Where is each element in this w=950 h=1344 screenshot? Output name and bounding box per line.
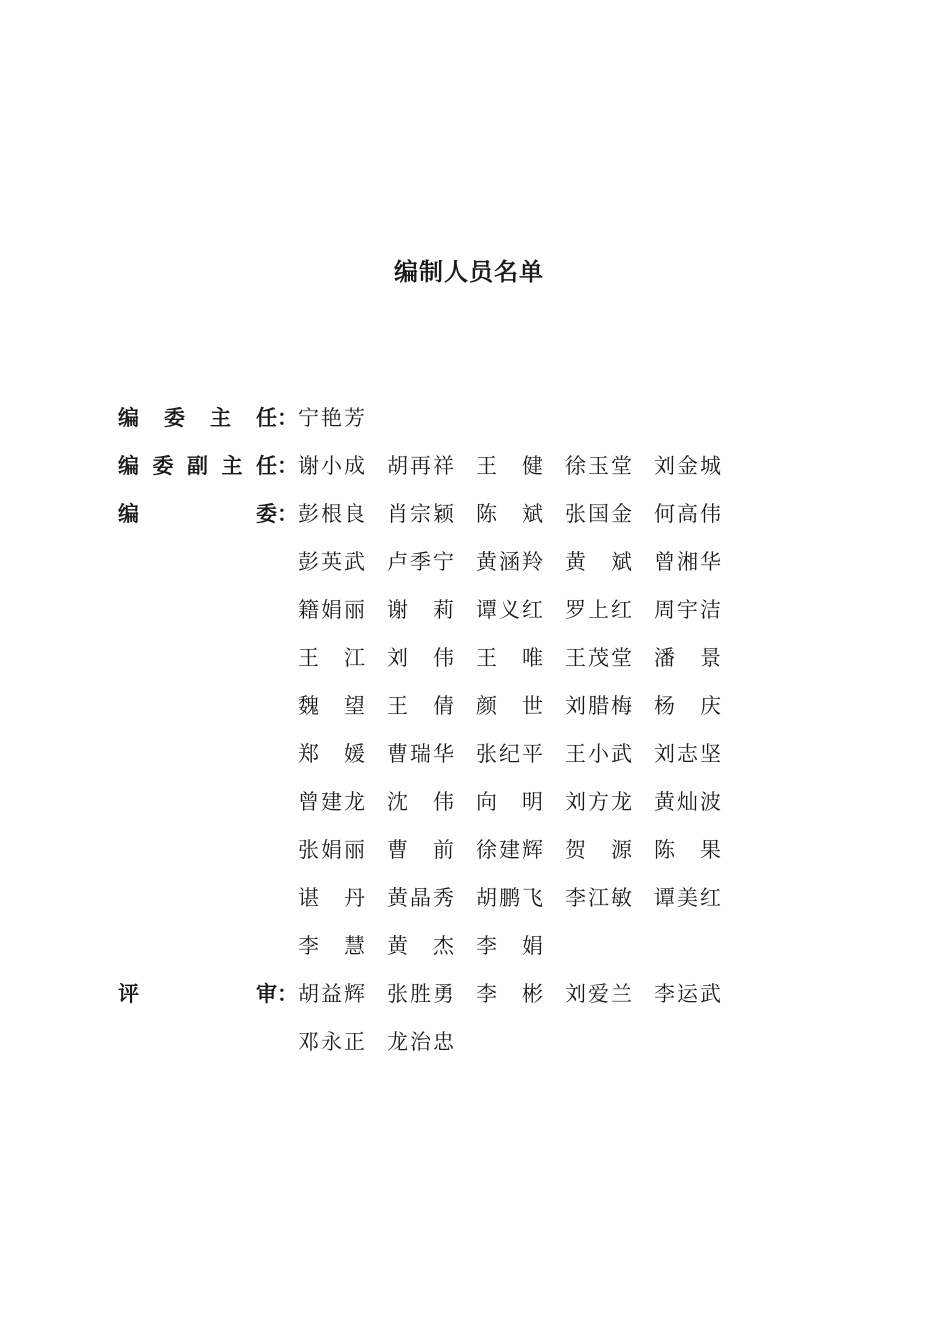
person-name: 胡再祥 bbox=[387, 454, 454, 478]
person-name: 魏 望 bbox=[298, 694, 365, 718]
person-name: 张娟丽 bbox=[298, 838, 365, 862]
person-name: 王 唯 bbox=[476, 646, 543, 670]
person-name: 谢小成 bbox=[298, 454, 365, 478]
person-name: 郑 媛 bbox=[298, 742, 365, 766]
person-name: 周宇洁 bbox=[654, 598, 721, 622]
role-label: 编 委： bbox=[118, 502, 298, 526]
person-name: 李运武 bbox=[654, 982, 721, 1006]
person-name: 向 明 bbox=[476, 790, 543, 814]
person-name: 邓永正 bbox=[298, 1030, 365, 1054]
person-name: 刘爱兰 bbox=[565, 982, 632, 1006]
person-name: 何高伟 bbox=[654, 502, 721, 526]
person-name: 陈 斌 bbox=[476, 502, 543, 526]
person-name: 彭根良 bbox=[298, 502, 365, 526]
person-name: 黄灿波 bbox=[654, 790, 721, 814]
person-name: 刘 伟 bbox=[387, 646, 454, 670]
person-name: 陈 果 bbox=[654, 838, 721, 862]
person-name: 彭英武 bbox=[298, 550, 365, 574]
person-name: 王小武 bbox=[565, 742, 632, 766]
person-name: 潘 景 bbox=[654, 646, 721, 670]
role-row-deputy-editor bbox=[118, 442, 748, 490]
name-list bbox=[298, 970, 748, 1066]
person-name: 罗上红 bbox=[565, 598, 632, 622]
person-name: 胡鹏飞 bbox=[476, 886, 543, 910]
person-name: 黄 杰 bbox=[387, 934, 454, 958]
role-row-editorial-board bbox=[118, 490, 748, 970]
name-list bbox=[298, 394, 748, 442]
role-row-editor-in-chief bbox=[118, 394, 748, 442]
person-name: 黄涵羚 bbox=[476, 550, 543, 574]
person-name: 龙治忠 bbox=[387, 1030, 454, 1054]
person-name: 刘方龙 bbox=[565, 790, 632, 814]
person-name: 张胜勇 bbox=[387, 982, 454, 1006]
person-name: 谢 莉 bbox=[387, 598, 454, 622]
person-name: 胡益辉 bbox=[298, 982, 365, 1006]
role-row-reviewers bbox=[118, 970, 748, 1066]
person-name: 黄晶秀 bbox=[387, 886, 454, 910]
person-name: 刘金城 bbox=[654, 454, 721, 478]
role-label: 评 审： bbox=[118, 982, 298, 1006]
person-name: 籍娟丽 bbox=[298, 598, 365, 622]
person-name: 宁艳芳 bbox=[298, 406, 365, 430]
person-name: 杨 庆 bbox=[654, 694, 721, 718]
person-name: 王 倩 bbox=[387, 694, 454, 718]
person-name: 卢季宁 bbox=[387, 550, 454, 574]
person-name: 李 彬 bbox=[476, 982, 543, 1006]
person-name: 曹 前 bbox=[387, 838, 454, 862]
person-name: 李江敏 bbox=[565, 886, 632, 910]
role-label: 编 委 副 主 任： bbox=[118, 454, 298, 478]
person-name: 谭美红 bbox=[654, 886, 721, 910]
person-name: 徐建辉 bbox=[476, 838, 543, 862]
person-name: 黄 斌 bbox=[565, 550, 632, 574]
person-name: 王 江 bbox=[298, 646, 365, 670]
person-name: 曾湘华 bbox=[654, 550, 721, 574]
page-title: 编制人员名单 bbox=[394, 258, 544, 286]
person-name: 谌 丹 bbox=[298, 886, 365, 910]
name-list bbox=[298, 442, 748, 490]
person-name: 王 健 bbox=[476, 454, 543, 478]
staff-roster bbox=[118, 394, 748, 1066]
person-name: 肖宗颖 bbox=[387, 502, 454, 526]
person-name: 颜 世 bbox=[476, 694, 543, 718]
role-label: 编 委 主 任： bbox=[118, 406, 298, 430]
person-name: 刘腊梅 bbox=[565, 694, 632, 718]
person-name: 王茂堂 bbox=[565, 646, 632, 670]
person-name: 曾建龙 bbox=[298, 790, 365, 814]
person-name: 贺 源 bbox=[565, 838, 632, 862]
person-name: 沈 伟 bbox=[387, 790, 454, 814]
person-name: 张纪平 bbox=[476, 742, 543, 766]
person-name: 曹瑞华 bbox=[387, 742, 454, 766]
person-name: 李 慧 bbox=[298, 934, 365, 958]
person-name: 谭义红 bbox=[476, 598, 543, 622]
name-list bbox=[298, 490, 748, 970]
person-name: 徐玉堂 bbox=[565, 454, 632, 478]
person-name: 李 娟 bbox=[476, 934, 543, 958]
person-name: 刘志坚 bbox=[654, 742, 721, 766]
person-name: 张国金 bbox=[565, 502, 632, 526]
